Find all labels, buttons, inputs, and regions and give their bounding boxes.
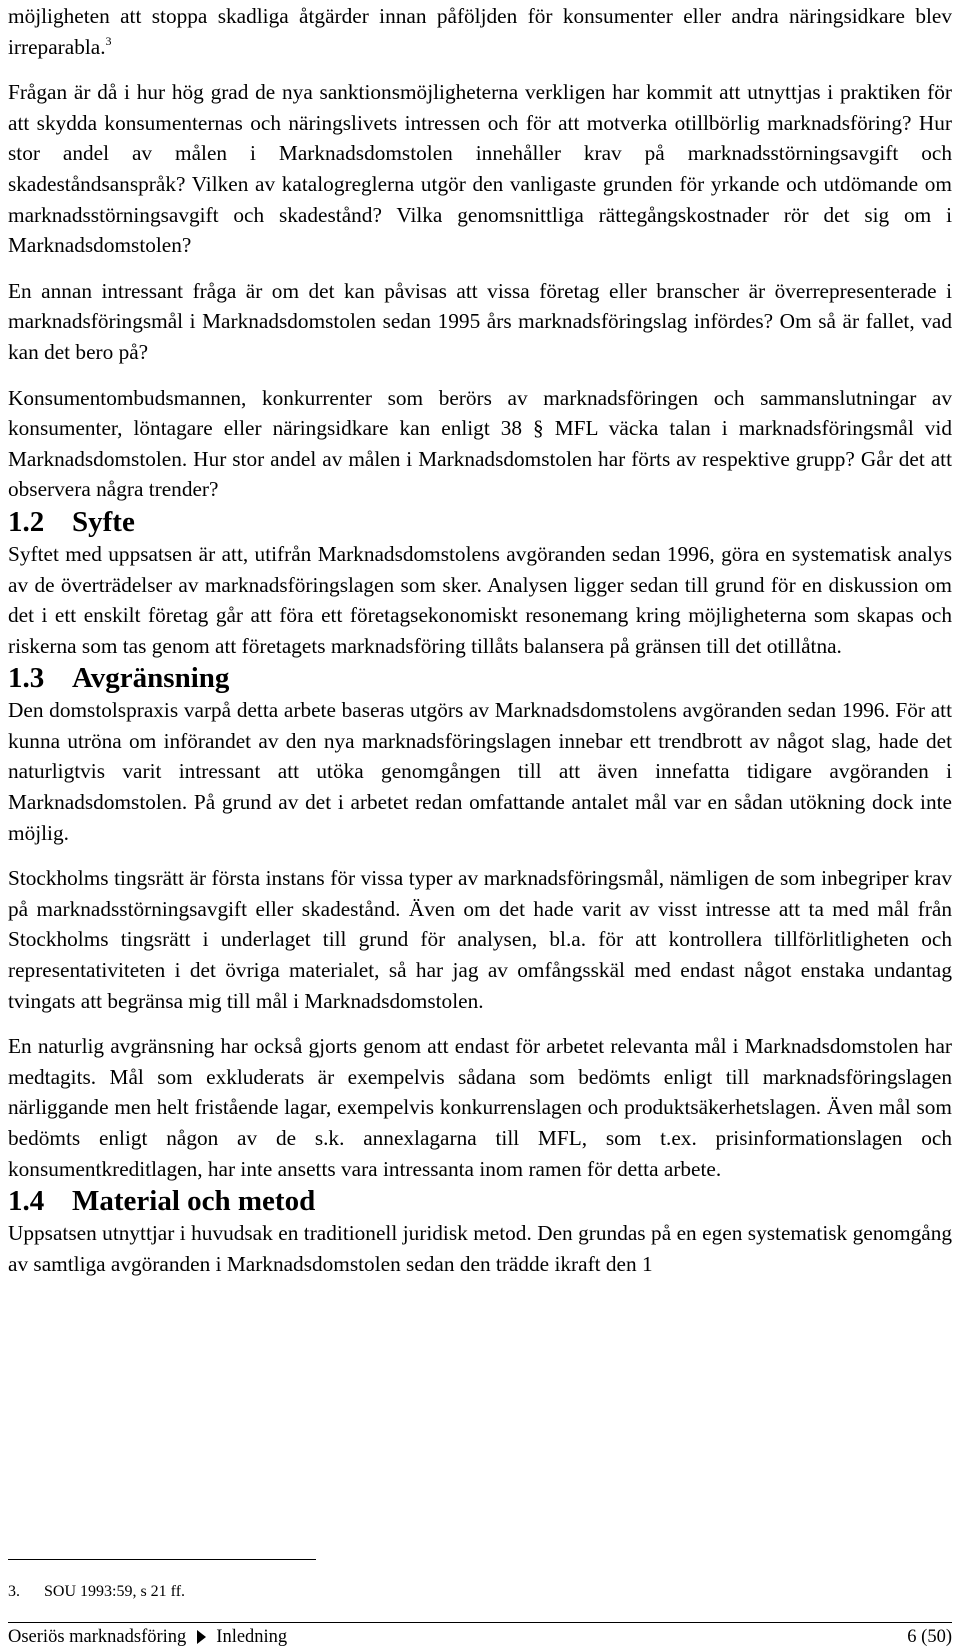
- footnote-reference[interactable]: 3: [105, 33, 112, 48]
- section-number: 1.3: [8, 662, 45, 695]
- intro-paragraph: [8, 1, 952, 62]
- section-heading-material-och-metod: [8, 1184, 952, 1218]
- body-text: [8, 0, 952, 1279]
- breadcrumb: [8, 1626, 287, 1648]
- page-number: 6 (50): [907, 1627, 952, 1647]
- section-title: Material och metod: [72, 1185, 316, 1218]
- footnote: [8, 1582, 185, 1602]
- section-number: 1.2: [8, 505, 45, 538]
- triangle-right-icon: [197, 1630, 206, 1644]
- breadcrumb-document-title[interactable]: Oseriös marknadsföring: [8, 1627, 187, 1647]
- intro-text: möjligheten att stoppa skadliga åtgärder innan påföljden för konsumenter eller andra näringsidkare blev irreparabla.: [8, 4, 952, 59]
- section-heading-syfte: [8, 505, 952, 539]
- footnote-number: 3.: [8, 1583, 20, 1600]
- research-questions-paragraph: Frågan är då i hur hög grad de nya sanktionsmöjligheterna verkligen har kommit att utnyttjas i praktiken för att skydda konsumenternas och näringslivets intressen och för att motverka otillbörlig marknadsföring? Hur stor andel av målen i Marknadsdomstolen innehåller krav på marknadsstörningsavgift och skadeståndsanspråk? Vilken av katalogreglerna utgör den vanligaste grunden för yrkande och utdömande om marknadsstörningsavgift och skadestånd? Vilka genomsnittliga rättegångskostnader rör det sig om i Marknadsdomstolen?: [8, 80, 952, 258]
- avgransning-paragraph-3: En naturlig avgränsning har också gjorts genom att endast för arbetet relevanta mål i Marknadsdomstolen har medtagits. Mål som exkluderats är exempelvis sådana som bedömts enligt till marknadsföringslagen närliggande men helt fristående lagar, exempelvis konkurrenslagen och produktsäkerhetslagen. Även mål som bedömts enligt någon av de s.k. annexlagarna till MFL, som t.ex. prisinformationslagen och konsumentkreditlagen, har inte ansetts vara intressanta inom ramen för detta arbete.: [8, 1034, 952, 1181]
- section-heading-avgransning: [8, 661, 952, 695]
- syfte-paragraph: Syftet med uppsatsen är att, utifrån Marknadsdomstolens avgöranden sedan 1996, göra en systematisk analys av de överträdelser av marknadsföringslagen som sker. Analysen ligger sedan till grund för en diskussion om det i ett enskilt företag går att föra ett företagsekonomiskt resonemang kring möjligheterna som skapas och riskerna som tas genom att företagets marknadsföring tillåts balansera på gränsen till det otillåtna.: [8, 541, 952, 658]
- breadcrumb-chapter[interactable]: Inledning: [216, 1627, 288, 1647]
- section-number: 1.4: [8, 1185, 45, 1218]
- page-footer: [8, 1626, 952, 1648]
- avgransning-paragraph-2: Stockholms tingsrätt är första instans för vissa typer av marknadsföringsmål, nämligen de som inbegriper krav på marknadsstörningsavgift eller skadestånd. Även om det hade varit av visst intresse att ta med mål från Stockholms tingsrätt i underlaget till grund för analysen, bl.a. för att kontrollera tillförlitligheten och representativiteten i det övriga materialet, så har jag av omfångsskäl med endast något enstaka undantag tvingats att begränsa mig till mål i Marknadsdomstolen.: [8, 866, 952, 1013]
- section-title: Avgränsning: [72, 662, 230, 695]
- footer-divider: [8, 1622, 952, 1623]
- footnote-text: SOU 1993:59, s 21 ff.: [44, 1583, 186, 1600]
- avgransning-paragraph-1: Den domstolspraxis varpå detta arbete baseras utgörs av Marknadsdomstolens avgöranden sedan 1996. För att kunna utröna om införandet av den nya marknadsföringslagen innebar ett trendbrott av något slag, hade det naturligtvis varit intressant att utöka genomgången till att även innefatta tidigare avgöranden i Marknadsdomstolen. På grund av det i arbetet redan omfattande antalet mål var en sådan utökning dock inte möjlig.: [8, 698, 952, 845]
- overrepresentation-paragraph: En annan intressant fråga är om det kan påvisas att vissa företag eller branscher är överrepresenterade i marknadsföringsmål i Marknadsdomstolen sedan 1995 års marknadsföringslag infördes? Om så är fallet, vad kan det bero på?: [8, 278, 952, 364]
- metod-paragraph: Uppsatsen utnyttjar i huvudsak en traditionell juridisk metod. Den grundas på en egen systematisk genomgång av samtliga avgöranden i Marknadsdomstolen sedan den trädde ikraft den 1: [8, 1221, 952, 1276]
- plaintiff-groups-paragraph: Konsumentombudsmannen, konkurrenter som berörs av marknadsföringen och sammanslutningar av konsumenter, löntagare eller näringsidkare kan enligt 38 § MFL väcka talan i marknadsföringsmål vid Marknadsdomstolen. Hur stor andel av målen i Marknadsdomstolen har förts av respektive grupp? Går det att observera några trender?: [8, 385, 952, 502]
- section-title: Syfte: [72, 505, 135, 538]
- footnote-divider: [8, 1559, 316, 1560]
